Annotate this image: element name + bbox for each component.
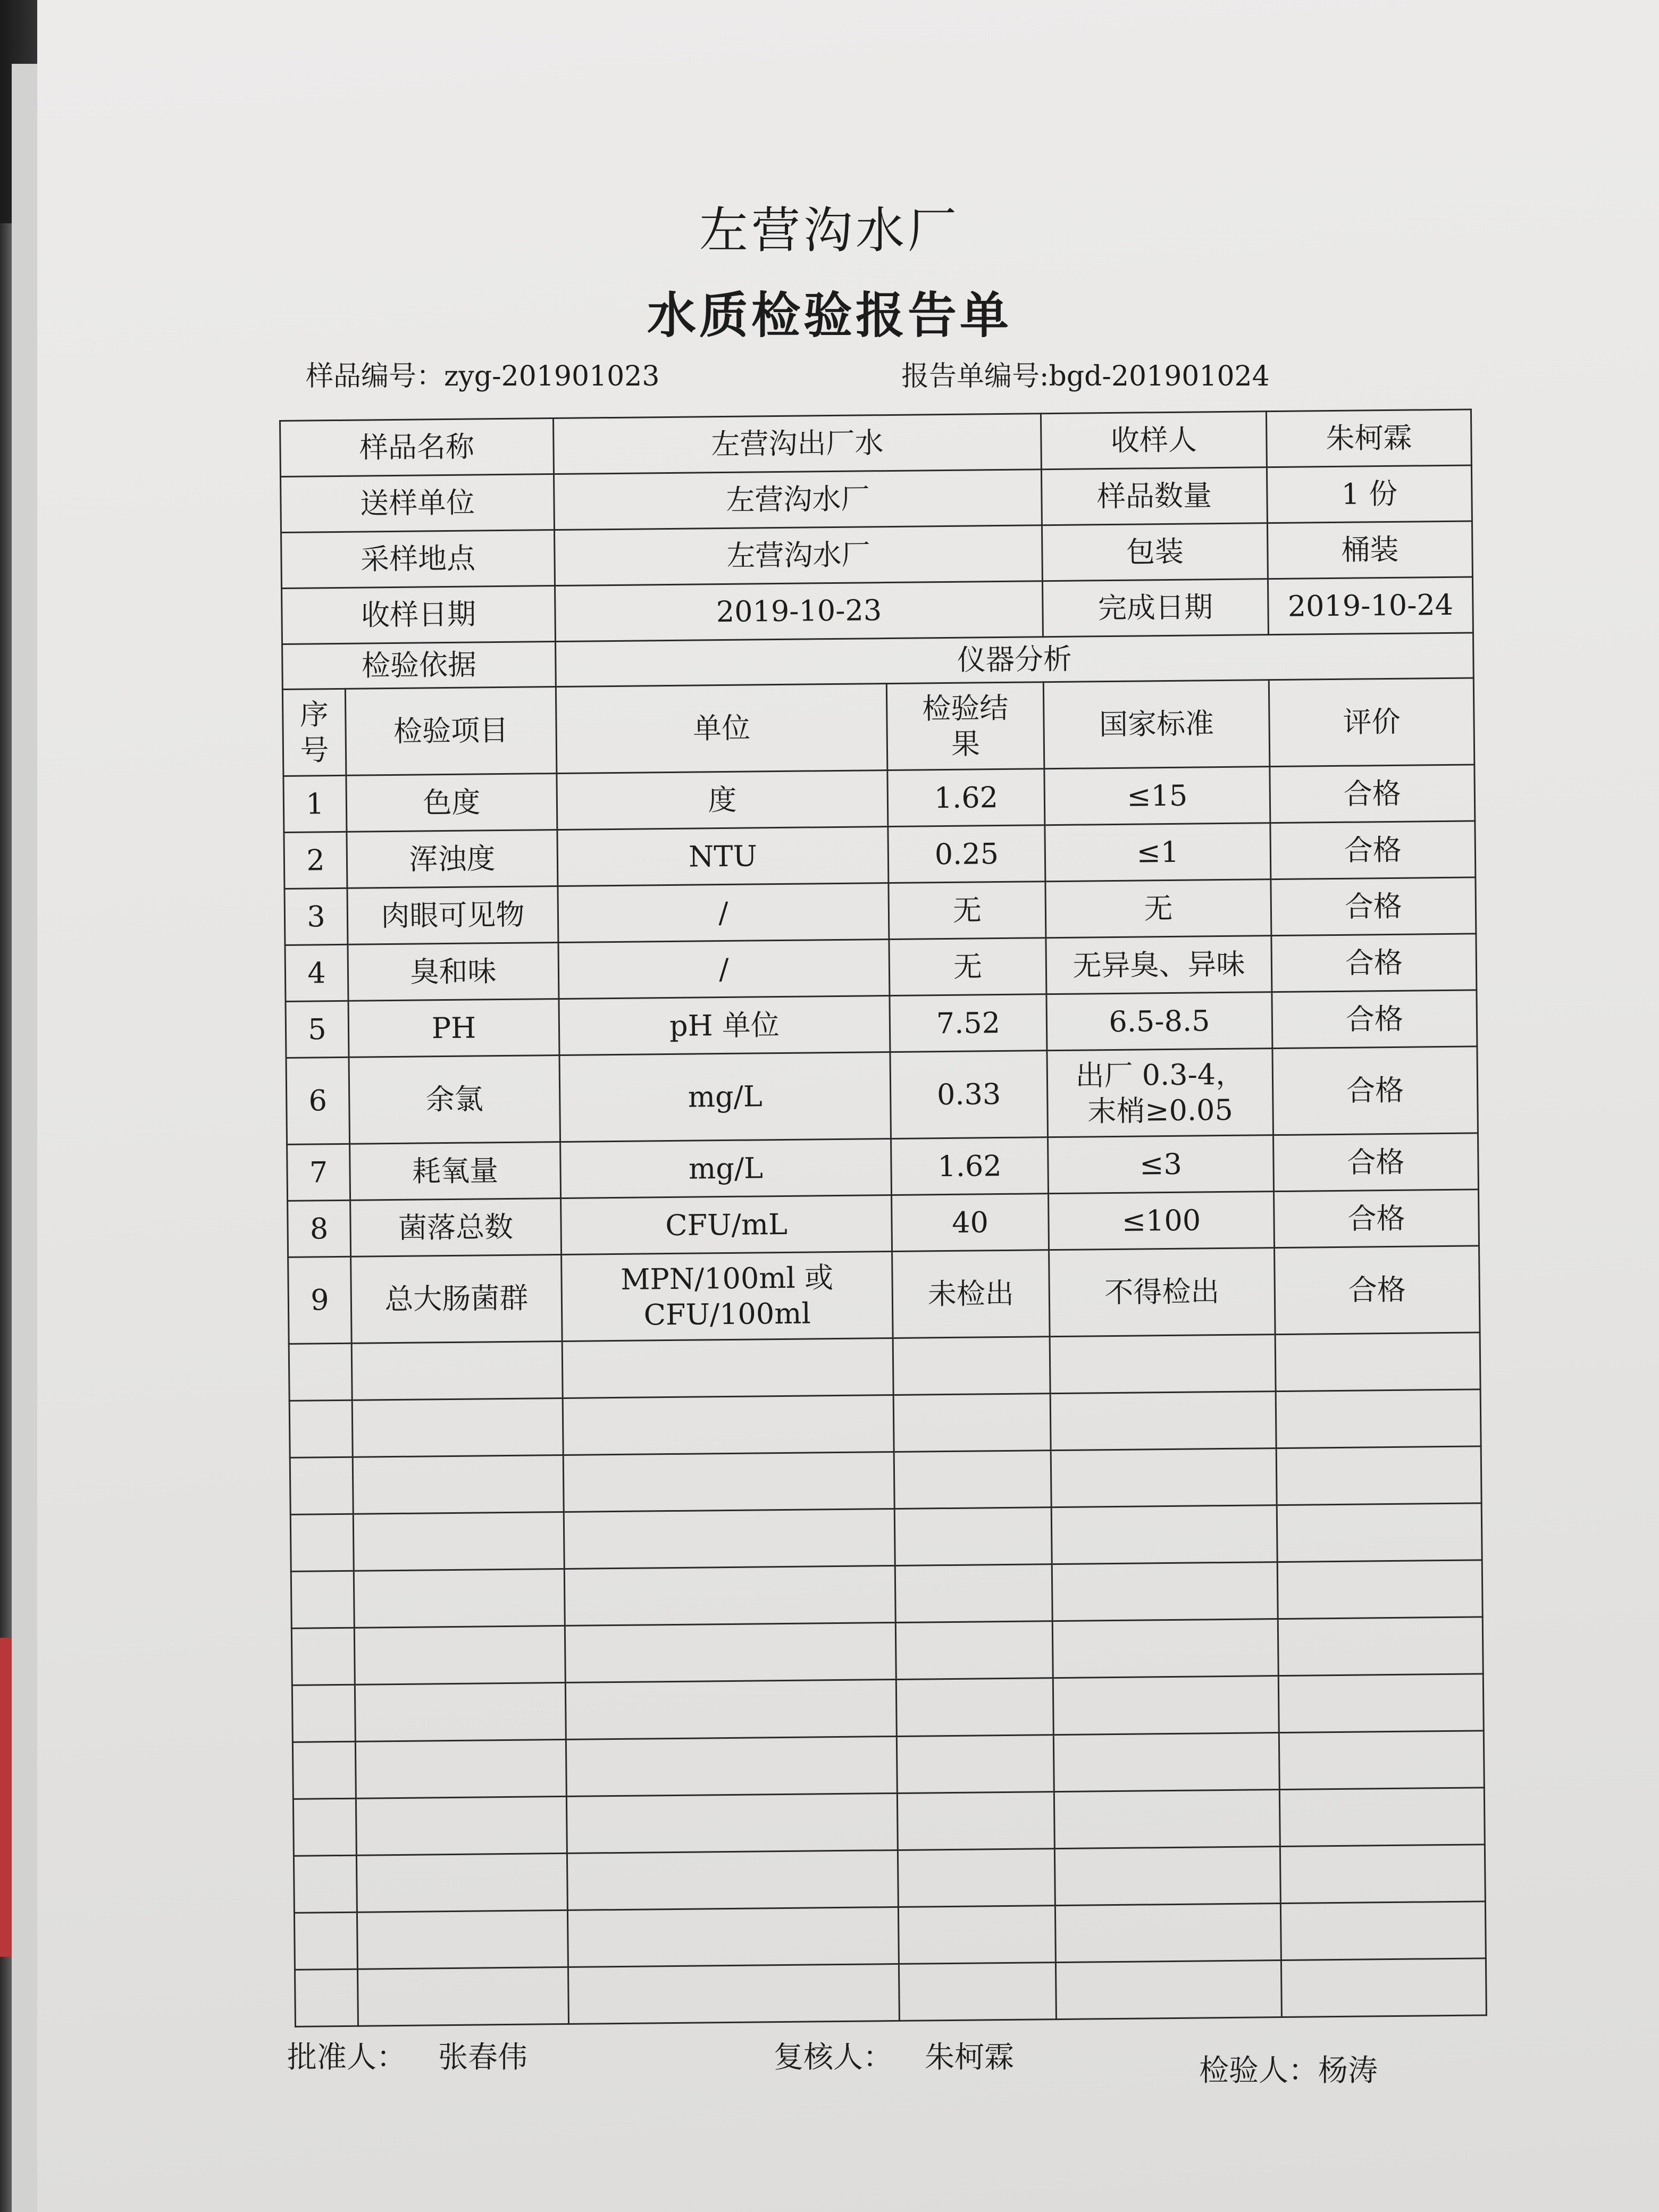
row-eval: 合格 [1270,765,1475,823]
blank-cell [896,1735,1054,1794]
blank-cell [1280,1901,1486,1960]
blank-cell [896,1678,1053,1737]
header-item: 检验项目 [345,687,557,776]
blank-cell [898,1849,1055,1907]
row-item: PH [348,999,559,1058]
row-item: 浑浊度 [347,830,558,889]
blank-cell [291,1571,354,1628]
sender-label: 送样单位 [281,474,555,533]
blank-cell [565,1679,896,1739]
blank-cell [1277,1560,1482,1619]
approver-signature [287,2034,527,2076]
row-standard-line2: 末梢≥0.05 [1087,1093,1234,1128]
row-item: 色度 [346,774,557,832]
row-unit-line2: CFU/100ml [643,1296,811,1332]
row-standard: ≤1 [1045,823,1271,882]
inspector-signature [1199,2047,1378,2090]
blank-cell [354,1569,565,1628]
blank-cell [897,1792,1054,1850]
blank-cell [351,1341,563,1400]
sample-number-value: zyg-201901023 [444,361,660,392]
blank-cell [291,1628,355,1685]
blank-cell [1050,1335,1276,1394]
sample-number [306,354,659,393]
document-title: 水质检验报告单 [647,287,1012,344]
blank-cell [1053,1676,1279,1735]
row-eval: 合格 [1271,877,1476,936]
blank-cell [1051,1505,1277,1564]
blank-cell [1051,1448,1277,1507]
blank-cell [289,1400,353,1457]
row-unit: 度 [557,770,888,830]
row-unit: mg/L [559,1052,891,1142]
basis-label: 检验依据 [282,642,556,690]
row-no: 1 [283,775,347,832]
report-number-label: 报告单编号: [901,361,1049,392]
blank-cell [295,1969,358,2026]
row-eval: 合格 [1272,990,1477,1049]
blank-cell [1055,1960,1281,2020]
row-standard [1047,1049,1273,1137]
row-unit: CFU/mL [561,1195,892,1255]
blank-cell [294,1855,357,1913]
row-item: 菌落总数 [350,1198,562,1256]
blank-cell [568,1964,899,2024]
blank-cell [1277,1503,1482,1562]
blank-row [291,1560,1482,1628]
row-standard: 不得检出 [1049,1248,1276,1337]
row-eval: 合格 [1275,1246,1480,1335]
blank-cell [562,1338,893,1398]
blank-cell [353,1455,564,1514]
blank-cell [356,1796,567,1855]
row-standard-line1: 出厂 0.3-4， [1075,1057,1245,1093]
header-no-line2: 号 [300,733,329,767]
quantity-value: 1 份 [1267,465,1472,523]
blank-cell [357,1967,568,2026]
location-label: 采样地点 [281,530,555,589]
blank-cell [895,1564,1052,1623]
header-no-line1: 序 [299,697,329,732]
blank-cell [563,1395,894,1455]
basis-value: 仪器分析 [556,633,1474,687]
blank-cell [1278,1674,1484,1733]
row-eval: 合格 [1273,1133,1478,1192]
inspector-name: 杨涛 [1318,2054,1378,2088]
column-header-row [282,678,1474,776]
header-result [886,682,1044,770]
table-row [288,1246,1480,1344]
row-standard: ≤15 [1044,767,1270,825]
blank-cell [1054,1847,1280,1906]
blank-cell [894,1507,1052,1566]
reviewer-label: 复核人： [774,2040,893,2075]
blank-cell [294,1912,357,1970]
blank-cell [290,1514,354,1571]
org-name: 左营沟水厂 [699,202,960,259]
blank-cell [1050,1392,1276,1451]
blank-row [292,1731,1484,1799]
blank-cell [1052,1562,1278,1621]
received-date-value: 2019-10-23 [555,581,1043,642]
blank-row [289,1389,1481,1457]
blank-cell [292,1685,355,1742]
row-no: 3 [284,888,348,945]
row-item: 余氯 [349,1055,560,1144]
package-value: 桶装 [1267,521,1472,579]
blank-row [294,1901,1486,1970]
row-result: 无 [889,882,1046,940]
row-result: 7.52 [890,994,1047,1052]
blank-cell [566,1736,897,1796]
header-standard: 国家标准 [1043,680,1270,769]
row-eval: 合格 [1270,821,1476,879]
sample-name-value: 左营沟出厂水 [553,414,1041,474]
blank-cell [1276,1446,1481,1505]
row-item: 耗氧量 [350,1142,561,1200]
row-standard: 无 [1045,879,1271,938]
blank-cell [1275,1333,1480,1392]
table-row [286,1046,1478,1144]
sender-value: 左营沟水厂 [554,470,1042,530]
blank-cell [353,1512,564,1571]
blank-cell [354,1626,565,1685]
row-eval: 合格 [1271,934,1477,992]
blank-cell [293,1798,356,1856]
row-unit: pH 单位 [559,996,890,1055]
blank-cell [1052,1619,1278,1678]
row-unit: mg/L [560,1139,892,1199]
row-no: 8 [288,1200,351,1257]
row-no: 7 [287,1144,350,1201]
row-result: 未检出 [892,1250,1050,1338]
quantity-label: 样品数量 [1041,467,1267,525]
row-eval: 合格 [1274,1189,1479,1248]
blank-cell [1053,1733,1279,1792]
row-no: 2 [284,832,347,889]
blank-cell [292,1741,356,1799]
blank-cell [1281,1958,1486,2017]
blank-cell [1279,1731,1484,1790]
receiver-value: 朱柯霖 [1266,409,1471,467]
row-no: 9 [288,1256,352,1344]
blank-cell [899,1963,1056,2021]
blank-cell [893,1337,1050,1395]
received-date-label: 收样日期 [282,586,556,644]
finish-date-label: 完成日期 [1042,579,1268,637]
blank-cell [356,1853,567,1912]
blank-cell [566,1793,898,1853]
row-no: 4 [285,944,348,1001]
blank-cell [355,1682,566,1741]
blank-cell [895,1621,1053,1680]
inspector-label: 检验人： [1199,2054,1318,2088]
approver-name: 张春伟 [438,2040,527,2075]
reviewer-signature [774,2034,1014,2076]
blank-cell [567,1907,899,1967]
row-no: 6 [286,1057,350,1144]
blank-cell [290,1457,353,1514]
row-unit-line1: MPN/100ml 或 [620,1260,834,1296]
blank-cell [563,1452,894,1512]
header-unit: 单位 [556,684,887,774]
row-standard: 无异臭、异味 [1046,936,1272,994]
row-eval: 合格 [1272,1046,1478,1135]
row-item: 肉眼可见物 [347,886,558,945]
blank-row [295,1958,1486,2026]
row-item: 总大肠菌群 [351,1254,563,1343]
row-result: 1.62 [887,769,1045,827]
row-result: 0.33 [890,1051,1048,1139]
blank-cell [1280,1845,1485,1904]
row-result: 无 [889,938,1046,996]
blank-cell [357,1910,568,1969]
blank-cell [894,1451,1051,1509]
blank-cell [564,1565,895,1626]
blank-cell [564,1509,895,1569]
row-result: 40 [892,1194,1049,1252]
sample-number-label: 样品编号： [306,361,445,392]
row-unit: / [558,940,890,999]
header-no [282,689,346,776]
approver-label: 批准人： [287,2040,406,2075]
blank-cell [1054,1790,1280,1849]
row-unit: NTU [557,827,889,886]
receiver-label: 收样人 [1041,412,1267,470]
package-label: 包装 [1042,523,1268,581]
blank-cell [1055,1904,1281,1963]
row-standard: ≤100 [1049,1192,1275,1250]
row-unit: / [558,883,889,943]
row-item: 臭和味 [348,943,559,1001]
blank-cell [898,1906,1055,1964]
report-number-value: bgd-201901024 [1049,361,1270,392]
blank-cell [1276,1389,1481,1448]
location-value: 左营沟水厂 [555,525,1043,586]
blank-cell [352,1398,563,1457]
header-result-line2: 果 [951,727,981,761]
blank-cell [289,1343,352,1401]
row-unit [562,1252,893,1342]
header-result-line1: 检验结 [921,691,1009,725]
finish-date-value: 2019-10-24 [1268,577,1473,635]
reviewer-name: 朱柯霖 [925,2040,1014,2075]
blank-cell [1278,1617,1483,1676]
row-result: 1.62 [891,1137,1049,1195]
blank-cell [893,1394,1051,1452]
row-no: 5 [286,1001,349,1058]
row-standard: ≤3 [1048,1135,1274,1194]
blank-cell [567,1850,898,1910]
report-number [901,354,1270,393]
sample-name-label: 样品名称 [280,418,554,477]
row-standard: 6.5-8.5 [1046,992,1272,1051]
header-eval: 评价 [1269,678,1474,767]
blank-cell [565,1622,896,1682]
inspection-table [279,408,1487,2027]
blank-cell [1279,1788,1485,1847]
blank-cell [355,1739,566,1798]
row-result: 0.25 [888,825,1045,883]
